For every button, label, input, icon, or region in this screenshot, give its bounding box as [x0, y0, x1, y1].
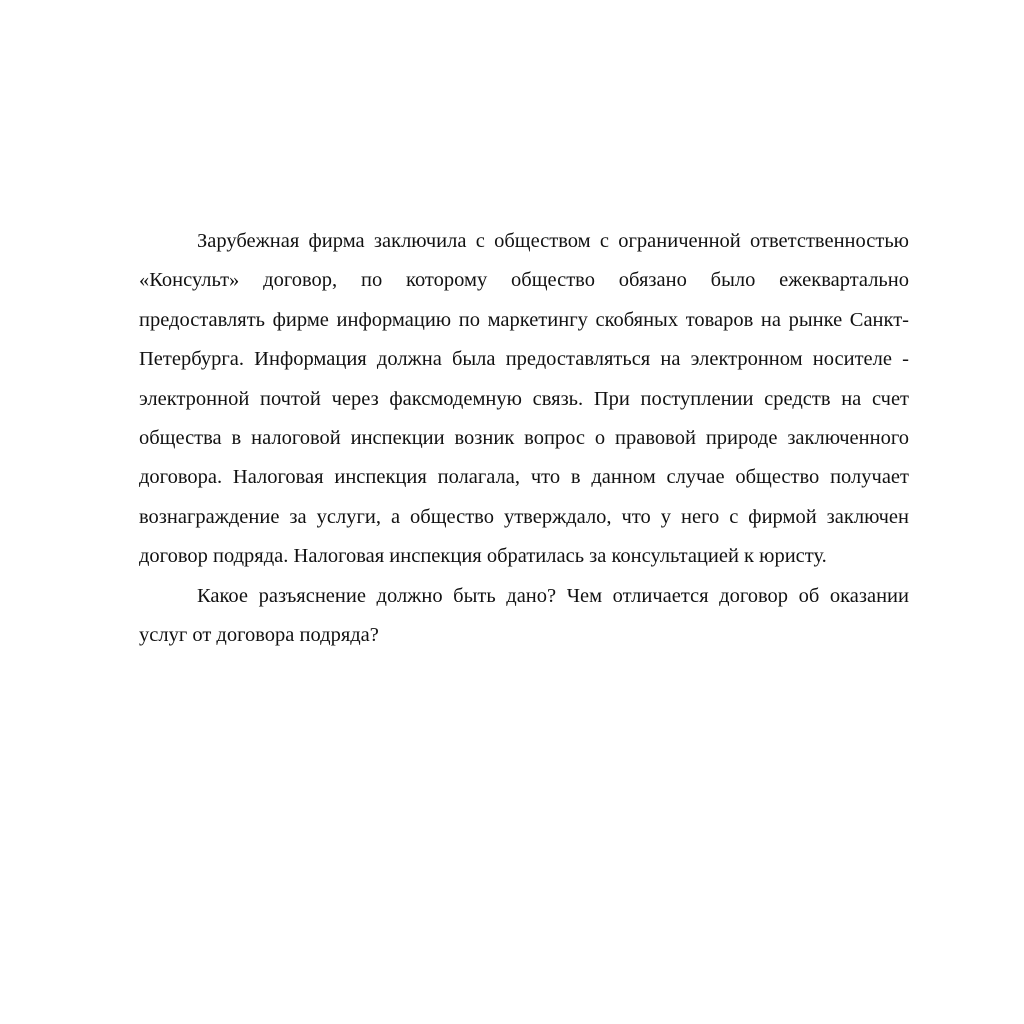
case-description-paragraph: Зарубежная фирма заключила с обществом с ограниченной ответственностью «Консульт» договор, по которому общество обязано было ежеквартально предоставлять фирме информацию по маркетингу скобяных товаров на рынке Санкт-Петербурга. Информация должна была предоставляться на электронном носителе - электронной почтой через факсмодемную связь. При поступлении средств на счет общества в налоговой инспекции возник вопрос о правовой природе заключенного договора. Налоговая инспекция полагала, что в данном случае общество получает вознаграждение за услуги, а общество утверждало, что у него с фирмой заключен договор подряда. Налоговая инспекция обратилась за консультацией к юристу.: [139, 230, 909, 568]
question-paragraph: Какое разъяснение должно быть дано? Чем отличается договор об оказании услуг от договора подряда?: [139, 584, 909, 647]
document-body: [139, 222, 909, 655]
